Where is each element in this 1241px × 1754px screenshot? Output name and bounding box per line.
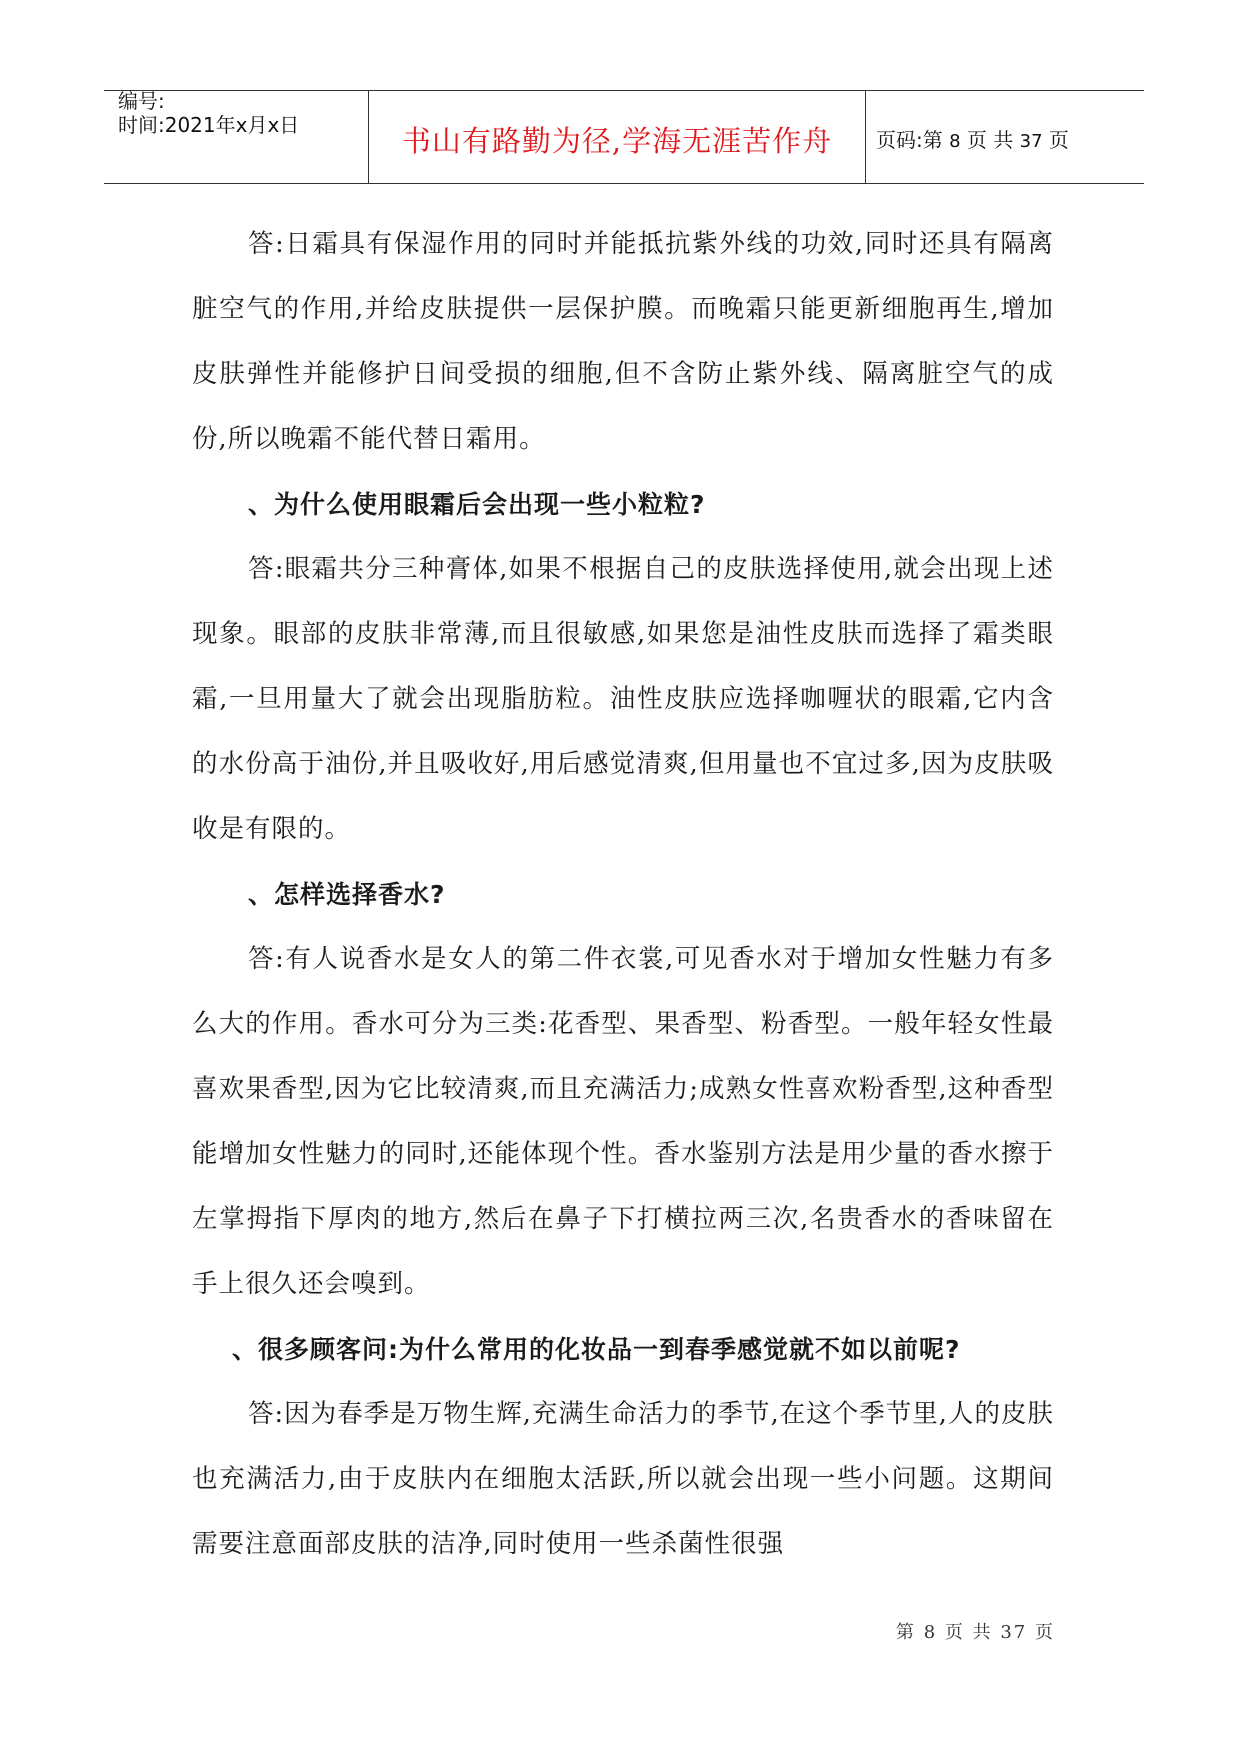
page-header (104, 90, 1144, 184)
answer-eye-cream: 答:眼霜共分三种膏体,如果不根据自己的皮肤选择使用,就会出现上述现象。眼部的皮肤非常薄,而且很敏感,如果您是油性皮肤而选择了霜类眼霜,一旦用量大了就会出现脂肪粒。油性皮肤应选择咖喱状的眼霜,它内含的水份高于油份,并且吸收好,用后感觉清爽,但用量也不宜过多,因为皮肤吸收是有限的。 (192, 554, 1054, 844)
question-eye-cream: 、为什么使用眼霜后会出现一些小粒粒? (248, 490, 706, 519)
answer-perfume: 答:有人说香水是女人的第二件衣裳,可见香水对于增加女性魅力有多么大的作用。香水可分为三类:花香型、果香型、粉香型。一般年轻女性最喜欢果香型,因为它比较清爽,而且充满活力;成熟女性喜欢粉香型,这种香型能增加女性魅力的同时,还能体现个性。香水鉴别方法是用少量的香水擦于左掌拇指下厚肉的地方,然后在鼻子下打横拉两三次,名贵香水的香味留在手上很久还会嗅到。 (192, 944, 1054, 1299)
header-motto-cell (368, 91, 866, 183)
answer-spring: 答:因为春季是万物生辉,充满生命活力的季节,在这个季节里,人的皮肤也充满活力,由于皮肤内在细胞太活跃,所以就会出现一些小问题。这期间需要注意面部皮肤的洁净,同时使用一些杀菌性很强 (192, 1399, 1054, 1559)
page-label-prefix: 页码:第 (876, 128, 943, 152)
header-meta-cell (104, 91, 368, 183)
date-label: 时间:2021年x月x日 (118, 113, 300, 137)
serial-number-label: 编号: (118, 89, 165, 113)
question-spring: 、很多顾客问:为什么常用的化妆品一到春季感觉就不如以前呢? (232, 1335, 961, 1364)
answer-day-cream: 答:日霜具有保湿作用的同时并能抵抗紫外线的功效,同时还具有隔离脏空气的作用,并给皮肤提供一层保护膜。而晚霜只能更新细胞再生,增加皮肤弹性并能修护日间受损的细胞,但不含防止紫外线、隔离脏空气的成份,所以晚霜不能代替日霜用。 (192, 229, 1054, 454)
document-body (192, 212, 1054, 1577)
page-current: 8 (949, 131, 961, 152)
header-page-cell (866, 91, 1144, 183)
page-label-suffix: 页 (1048, 128, 1069, 152)
page-footer: 第 8 页 共 37 页 (896, 1622, 1055, 1643)
page-label-mid: 页 共 (966, 128, 1014, 152)
motto-text: 书山有路勤为径,学海无涯苦作舟 (401, 124, 833, 158)
question-perfume: 、怎样选择香水? (248, 880, 446, 909)
page-number-label (876, 124, 1069, 153)
page-total: 37 (1019, 131, 1043, 152)
